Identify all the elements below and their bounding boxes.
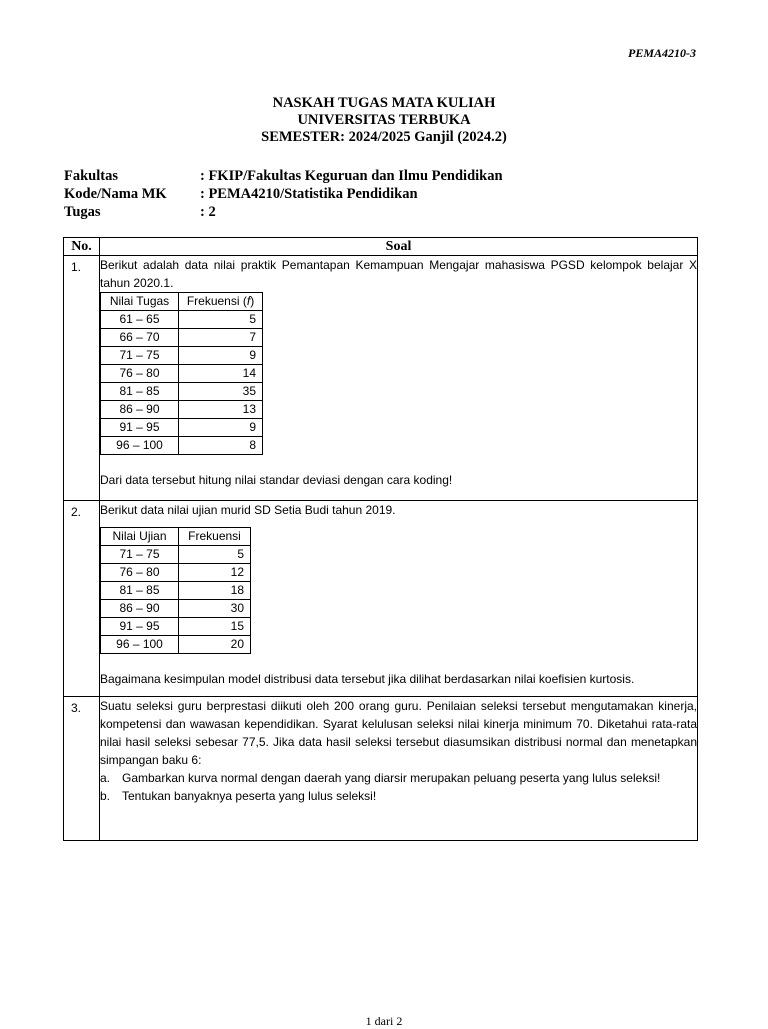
- question-number: 1.: [64, 256, 100, 501]
- table-row: [101, 329, 263, 347]
- cell-frequency: 7: [179, 329, 263, 347]
- question-row-3: [64, 697, 698, 841]
- cell-interval: 81 – 85: [101, 582, 179, 600]
- table-row: [101, 311, 263, 329]
- list-item: [100, 787, 697, 805]
- cell-interval: 81 – 85: [101, 383, 179, 401]
- table-row: [101, 564, 251, 582]
- cell-interval: 66 – 70: [101, 329, 179, 347]
- cell-interval: 86 – 90: [101, 401, 179, 419]
- question-intro: Berikut adalah data nilai praktik Pemantapan Kemampuan Mengajar mahasiswa PGSD kelompok belajar X tahun 2020.1.: [100, 258, 697, 290]
- meta-row-fakultas: [64, 167, 503, 185]
- meta-label: Kode/Nama MK: [64, 186, 167, 202]
- title-line-2: UNIVERSITAS TERBUKA: [297, 112, 471, 128]
- cell-frequency: 8: [179, 437, 263, 455]
- question-task: Dari data tersebut hitung nilai standar deviasi dengan cara koding!: [100, 473, 453, 487]
- cell-frequency: 9: [179, 347, 263, 365]
- question-intro: Berikut data nilai ujian murid SD Setia Budi tahun 2019.: [100, 503, 396, 517]
- table-row: [101, 600, 251, 618]
- title-line-3: SEMESTER: 2024/2025 Ganjil (2024.2): [261, 129, 507, 145]
- question-content: [100, 697, 698, 841]
- questions-table: [63, 237, 698, 841]
- sub-question-list: [100, 769, 697, 805]
- cell-interval: 76 – 80: [101, 564, 179, 582]
- header-nilai-ujian: Nilai Ujian: [101, 528, 179, 546]
- meta-label: Fakultas: [64, 168, 118, 184]
- cell-interval: 86 – 90: [101, 600, 179, 618]
- questions-header-row: [64, 238, 698, 256]
- table-row: [101, 347, 263, 365]
- question-content: [100, 256, 698, 501]
- header-frekuensi: Frekuensi (f): [179, 293, 263, 311]
- cell-frequency: 18: [179, 582, 251, 600]
- cell-frequency: 14: [179, 365, 263, 383]
- cell-frequency: 5: [179, 546, 251, 564]
- question-number: 3.: [64, 697, 100, 841]
- cell-interval: 61 – 65: [101, 311, 179, 329]
- page-number: 1 dari 2: [365, 1014, 403, 1028]
- question-task: Bagaimana kesimpulan model distribusi data tersebut jika dilihat berdasarkan nilai koefisien kurtosis.: [100, 672, 635, 686]
- frequency-table-q1: [100, 292, 263, 455]
- cell-interval: 71 – 75: [101, 347, 179, 365]
- question-row-2: [64, 501, 698, 697]
- table-row: [101, 546, 251, 564]
- meta-label: Tugas: [64, 204, 101, 220]
- cell-frequency: 30: [179, 600, 251, 618]
- frequency-table-q2: [100, 527, 251, 654]
- cell-frequency: 35: [179, 383, 263, 401]
- question-content: [100, 501, 698, 697]
- course-info: [64, 167, 503, 221]
- meta-value: : 2: [200, 204, 216, 220]
- table-row: [101, 365, 263, 383]
- frequency-table-header: [101, 528, 251, 546]
- table-row: [101, 582, 251, 600]
- table-row: [101, 437, 263, 455]
- question-number: 2.: [64, 501, 100, 697]
- cell-interval: 76 – 80: [101, 365, 179, 383]
- column-header-soal: Soal: [100, 238, 698, 256]
- meta-value: : FKIP/Fakultas Keguruan dan Ilmu Pendidikan: [200, 168, 503, 184]
- meta-row-tugas: [64, 203, 503, 221]
- table-row: [101, 383, 263, 401]
- meta-value: : PEMA4210/Statistika Pendidikan: [200, 186, 418, 202]
- document-code: PEMA4210-3: [627, 46, 696, 60]
- table-row: [101, 401, 263, 419]
- header-frekuensi: Frekuensi: [179, 528, 251, 546]
- table-row: [101, 419, 263, 437]
- document-title: [0, 95, 768, 146]
- cell-interval: 91 – 95: [101, 618, 179, 636]
- cell-frequency: 12: [179, 564, 251, 582]
- question-intro: Suatu seleksi guru berprestasi diikuti oleh 200 orang guru. Penilaian seleksi tersebut mengutamakan kinerja, kompetensi dan wawasan kependidikan. Syarat kelulusan seleksi nilai kinerja minimum 70. Diketahui rata-rata nilai hasil seleksi sebesar 77,5. Jika data hasil seleksi tersebut diasumsikan distribusi normal dan menetapkan simpangan baku 6:: [100, 699, 697, 767]
- item-text: Tentukan banyaknya peserta yang lulus seleksi!: [122, 789, 377, 803]
- question-row-1: [64, 256, 698, 501]
- title-line-1: NASKAH TUGAS MATA KULIAH: [272, 95, 496, 111]
- cell-frequency: 15: [179, 618, 251, 636]
- cell-frequency: 9: [179, 419, 263, 437]
- column-header-no: No.: [64, 238, 100, 256]
- cell-interval: 71 – 75: [101, 546, 179, 564]
- meta-row-kode-mk: [64, 185, 503, 203]
- cell-frequency: 5: [179, 311, 263, 329]
- table-row: [101, 636, 251, 654]
- frequency-table-header: [101, 293, 263, 311]
- item-marker: b.: [100, 789, 111, 803]
- cell-frequency: 20: [179, 636, 251, 654]
- cell-interval: 96 – 100: [101, 636, 179, 654]
- cell-interval: 91 – 95: [101, 419, 179, 437]
- item-marker: a.: [100, 771, 111, 785]
- header-nilai-tugas: Nilai Tugas: [101, 293, 179, 311]
- cell-interval: 96 – 100: [101, 437, 179, 455]
- list-item: [100, 769, 697, 787]
- table-row: [101, 618, 251, 636]
- item-text: Gambarkan kurva normal dengan daerah yang diarsir merupakan peluang peserta yang lulus seleksi!: [122, 771, 661, 785]
- cell-frequency: 13: [179, 401, 263, 419]
